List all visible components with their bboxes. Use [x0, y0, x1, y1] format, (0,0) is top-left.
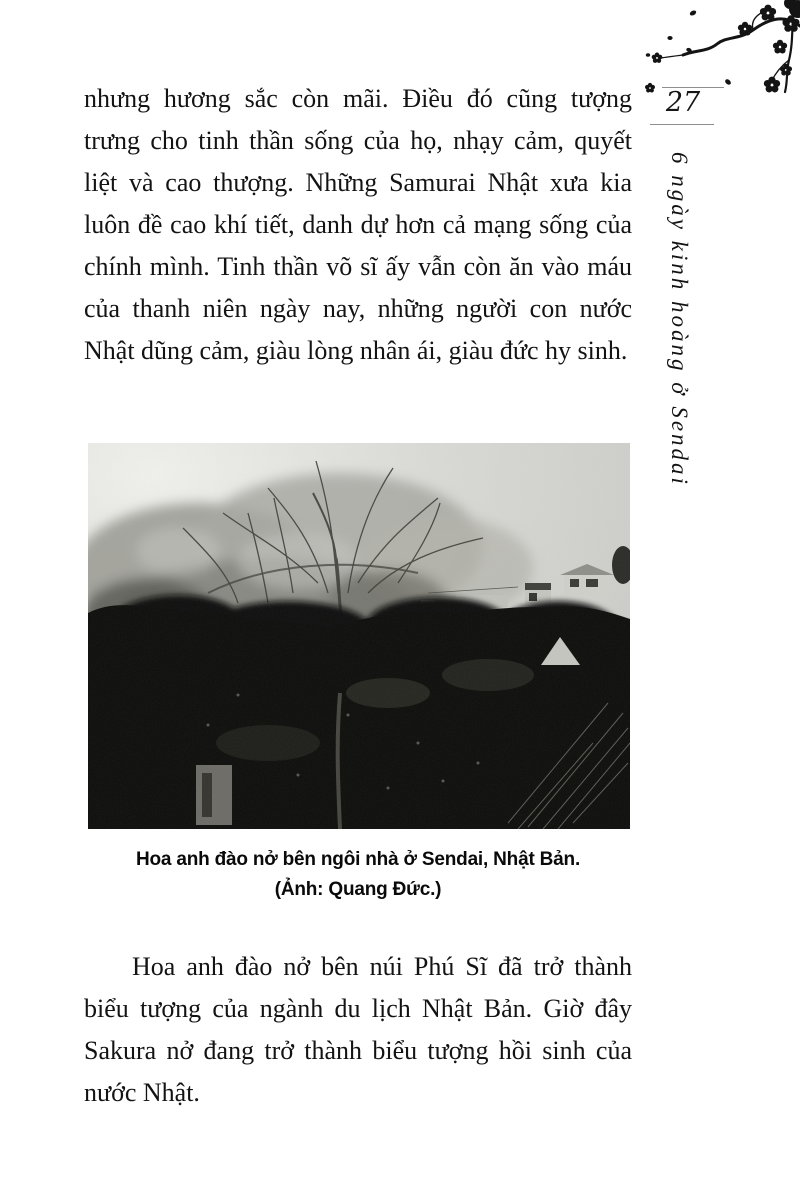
sendai-photo-image	[88, 443, 630, 829]
page-number-block	[646, 78, 720, 130]
sendai-photo	[88, 443, 630, 829]
paragraph-1: nhưng hương sắc còn mãi. Điều đó cũng tượng trưng cho tinh thần sống của họ, nhạy cảm, quyết liệt và cao thượng. Những Samurai Nhật xưa kia luôn đề cao khí tiết, danh dự hơn cả mạng sống của chính mình. Tinh thần võ sĩ ấy vẫn còn ăn vào máu của thanh niên ngày nay, những người con nước Nhật dũng cảm, giàu lòng nhân ái, giàu đức hy sinh.	[84, 84, 632, 365]
photo-caption-line2: (Ảnh: Quang Đức.)	[274, 879, 442, 900]
page-number: 27	[665, 87, 701, 118]
chapter-title-vertical: 6 ngày kinh hoàng ở Sendai	[667, 152, 692, 487]
photo-caption-line1: Hoa anh đào nở bên ngôi nhà ở Sendai, Nhật Bản.	[135, 849, 581, 870]
paragraph-2: Hoa anh đào nở bên núi Phú Sĩ đã trở thành biểu tượng của ngành du lịch Nhật Bản. Giờ đây Sakura nở đang trở thành biểu tượng hồi sinh của nước Nhật.	[84, 952, 632, 1107]
photo-caption	[84, 845, 632, 905]
photo-grain-overlay	[88, 443, 630, 829]
page-number-rule-bottom	[650, 124, 714, 125]
